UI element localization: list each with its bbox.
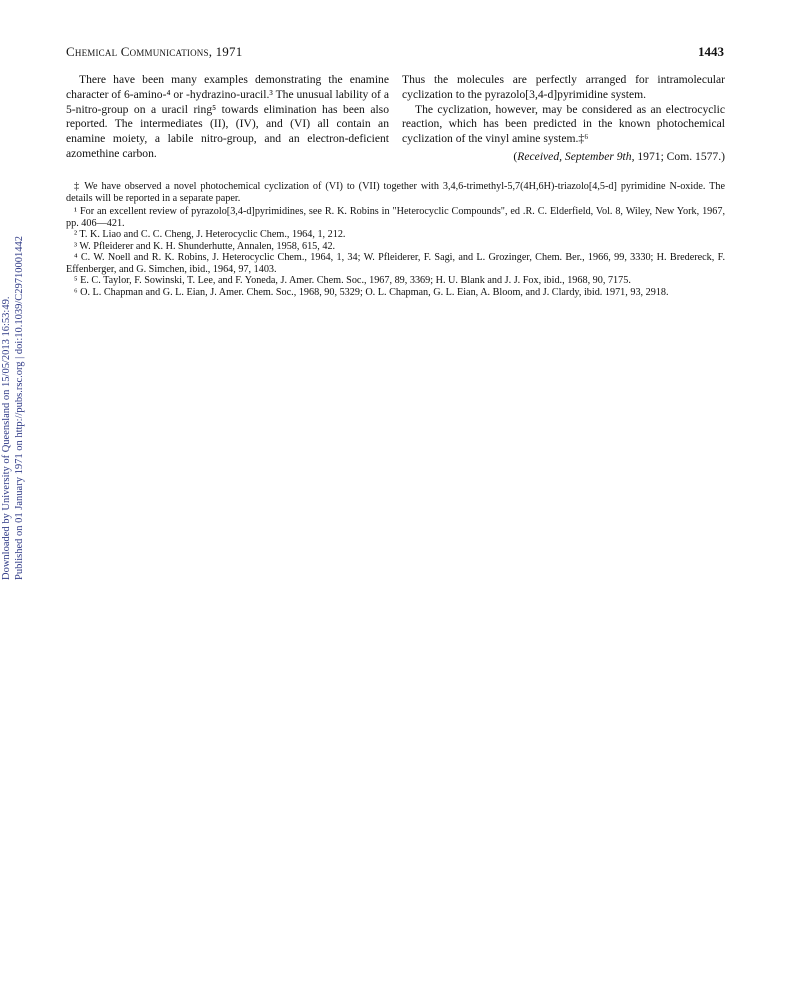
- reference-5: ⁵ E. C. Taylor, F. Sowinski, T. Lee, and F. Yoneda, J. Amer. Chem. Soc., 1967, 89, 3369; H. U. Blank and J. J. Fox, ibid., 1968, 90, 7175.: [74, 275, 631, 286]
- body-paragraph: There have been many examples demonstrating the enamine character of 6-amino-⁴ or -hydrazino-uracil.³ The unusual lability of a 5-nitro-group on a uracil ring⁵ towards elimination has been also reported. The intermediates (II), (IV), and (VI) all contain an enamine moiety, a labile nitro-group, and an electron-deficient azomethine carbon.: [66, 73, 389, 160]
- body-paragraph: The cyclization, however, may be considered as an electrocyclic reaction, which has been predicted in the known photochemical cyclization of the vinyl amine system.‡⁶: [402, 102, 725, 146]
- running-header: [66, 44, 724, 62]
- published-line[interactable]: Published on 01 January 1971 on http://pubs.rsc.org | doi:10.1039/C29710001442: [14, 235, 25, 580]
- footnote-double-dagger: ‡ We have observed a novel photochemical cyclization of (VI) to (VII) together with 3,4,6-trimethyl-5,7(4H,6H)-triazolo[4,5-d] pyrimidine N-oxide. The details will be reported in a separate paper.: [66, 181, 725, 204]
- reference-6: ⁶ O. L. Chapman and G. L. Eian, J. Amer. Chem. Soc., 1968, 90, 5329; O. L. Chapman, G. L. Eian, A. Bloom, and J. Clardy, ibid. 1971, 93, 2918.: [74, 286, 669, 298]
- reference-2: ² T. K. Liao and C. C. Cheng, J. Heterocyclic Chem., 1964, 1, 212.: [74, 229, 346, 240]
- page-number: 1443: [698, 44, 724, 59]
- right-column: [402, 73, 725, 165]
- journal-title: Chemical Communications, 1971: [66, 44, 243, 59]
- footnotes: [66, 181, 725, 298]
- received-year: 1971; Com. 1577.: [637, 149, 722, 163]
- left-column: [66, 73, 389, 162]
- download-watermark: [0, 80, 26, 580]
- reference-3: ³ W. Pfleiderer and K. H. Shunderhutte, Annalen, 1958, 615, 42.: [74, 240, 336, 252]
- received-line: (Received, September 9th, 1971; Com. 1577.): [513, 149, 725, 163]
- downloaded-line: Downloaded by University of Queensland on 15/05/2013 16:53:49.: [1, 296, 12, 580]
- body-paragraph: Thus the molecules are perfectly arranged for intramolecular cyclization to the pyrazolo[3,4-d]pyrimidine system.: [402, 73, 725, 101]
- reference-1: ¹ For an excellent review of pyrazolo[3,4-d]pyrimidines, see R. K. Robins in "Heterocyclic Compounds", ed .R. C. Elderfield, Vol. 8, Wiley, New York, 1967, pp. 406—421.: [66, 206, 725, 229]
- received-label: Received, September 9th,: [517, 149, 635, 163]
- reference-4: ⁴ C. W. Noell and R. K. Robins, J. Heterocyclic Chem., 1964, 1, 34; W. Pfleiderer, F. Sagi, and L. Grozinger, Chem. Ber., 1966, 99, 3330; H. Bredereck, F. Effenberger, and G. Simchen, ibid., 1964, 97, 1403.: [66, 252, 725, 275]
